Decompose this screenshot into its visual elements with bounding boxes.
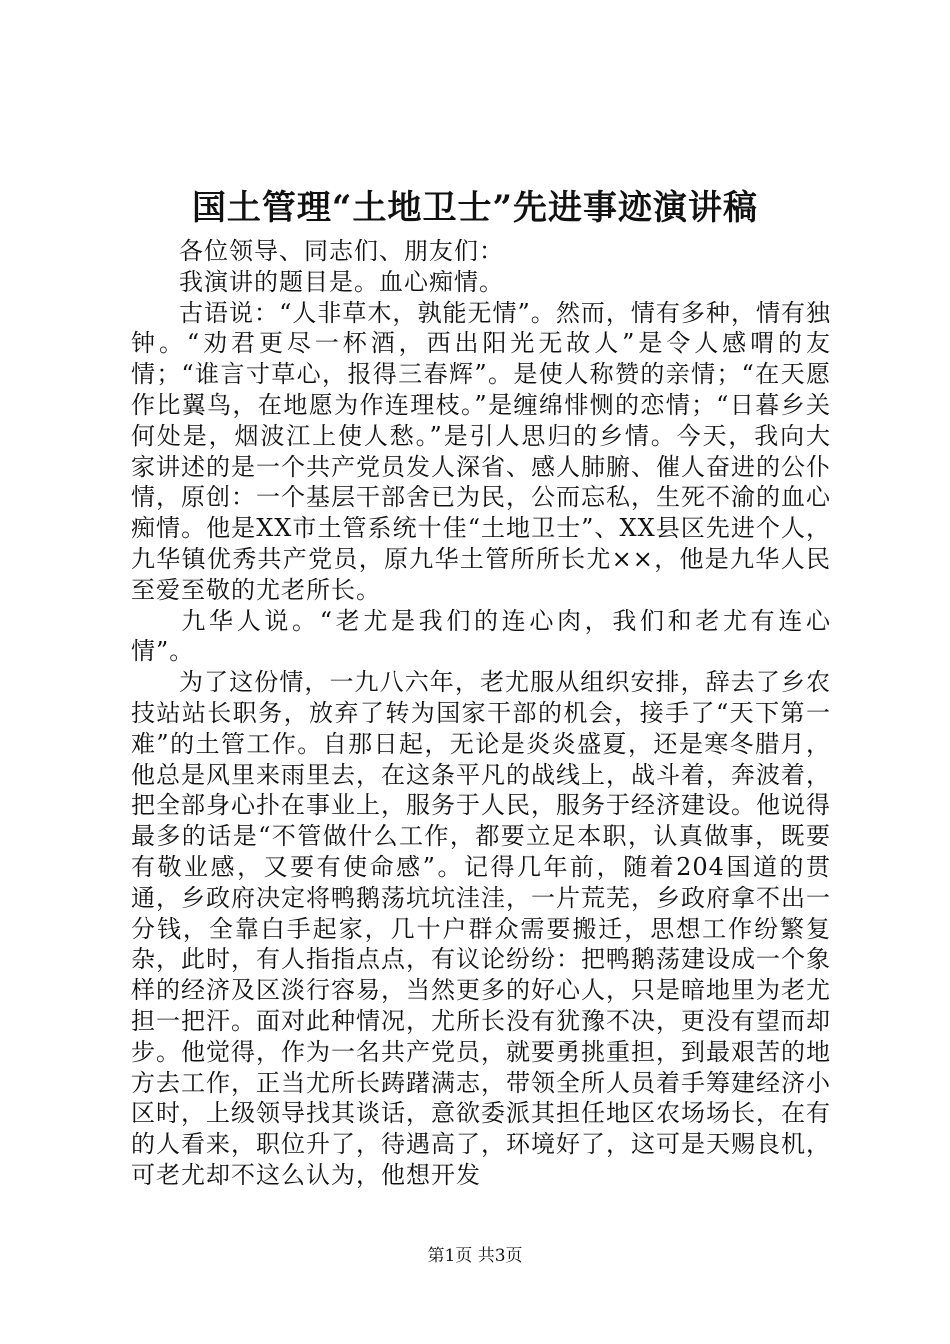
document-title: 国土管理“土地卫士”先进事迹演讲稿: [191, 188, 759, 228]
document-body: [131, 236, 831, 1191]
body-paragraph: 古语说：“人非草木，孰能无情”。然而，情有多种，情有独钟。“劝君更尽一杯酒，西出阳光无故人”是令人感喟的友情；“谁言寸草心，报得三春辉”。是使人称赞的亲情；“在天愿作比翼鸟，在地愿为作连理枝。”是缠绵悱恻的恋情；“日暮乡关何处是，烟波江上使人愁。”是引人思归的乡情。今天，我向大家讲述的是一个共产党员发人深省、感人肺腑、催人奋进的公仆情，原创：一个基层干部舍已为民，公而忘私，生死不渝的血心痴情。他是XX市土管系统十佳“土地卫士”、XX县区先进个人，九华镇优秀共产党员，原九华土管所所长尤××，他是九华人民至爱至敬的尤老所长。: [131, 298, 831, 604]
salutation-paragraph: 各位领导、同志们、朋友们：: [179, 237, 504, 265]
body-paragraph: 九华人说。“老尤是我们的连心肉，我们和老尤有连心情”。: [131, 606, 831, 666]
speech-topic-paragraph: 我演讲的题目是。血心痴情。: [179, 267, 504, 296]
body-paragraph: 为了这份情，一九八六年，老尤服从组织安排，辞去了乡农技站站长职务，放弃了转为国家干部的机会，接手了“天下第一难”的土管工作。自那日起，无论是炎炎盛夏，还是寒冬腊月，他总是风里来雨里去，在这条平凡的战线上，战斗着，奔波着，把全部身心扑在事业上，服务于人民，服务于经济建设。他说得最多的话是“不管做什么工作，都要立足本职，认真做事，既要有敬业感，又要有使命感”。记得几年前，随着204国道的贯通，乡政府决定将鸭鹅荡坑坑洼洼，一片荒芜，乡政府拿不出一分钱，全靠白手起家，几十户群众需要搬迁，思想工作纷繁复杂，此时，有人指指点点，有议论纷纷：把鸭鹅荡建设成一个象样的经济及区淡行容易，当然更多的好心人，只是暗地里为老尤担一把汗。面对此种情况，尤所长没有犹豫不决，更没有望而却步。他觉得，作为一名共产党员，就要勇挑重担，到最艰苦的地方去工作，正当尤所长踌躇满志，带领全所人员着手筹建经济小区时，上级领导找其谈话，意欲委派其担任地区农场场长，在有的人看来，职位升了，待遇高了，环境好了，这可是天赐良机，可老尤却不这么认为，他想开发: [131, 668, 831, 1189]
page-number-footer: 第1页 共3页: [427, 1246, 523, 1266]
